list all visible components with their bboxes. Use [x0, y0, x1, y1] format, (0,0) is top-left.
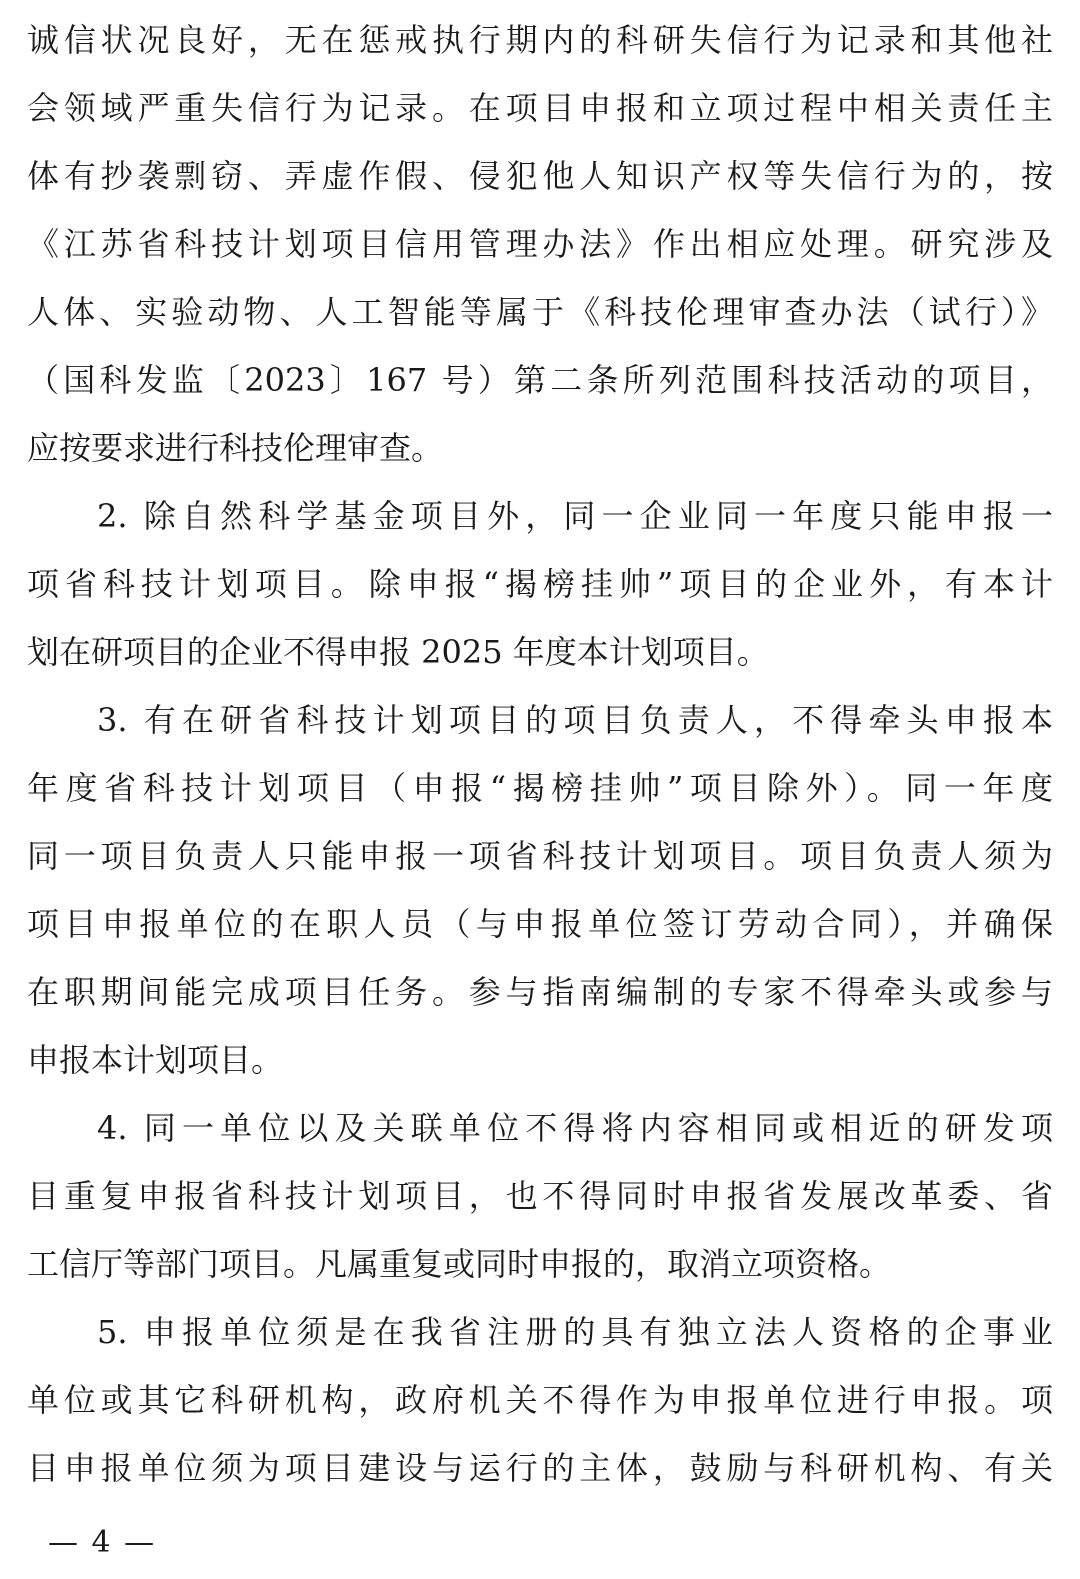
paragraph-5-start: 5. 申报单位须是在我省注册的具有独立法人资格的企事业 — [97, 1313, 1053, 1351]
text-line: 目申报单位须为项目建设与运行的主体，鼓励与科研机构、有关 — [27, 1449, 1053, 1487]
text-line: 同一项目负责人只能申报一项省科技计划项目。项目负责人须为 — [27, 837, 1053, 875]
document-body — [27, 6, 1053, 1502]
text-line: 《江苏省科技计划项目信用管理办法》作出相应处理。研究涉及 — [27, 225, 1053, 263]
text-line: 会领域严重失信行为记录。在项目申报和立项过程中相关责任主 — [27, 89, 1053, 127]
text-line: 目重复申报省科技计划项目，也不得同时申报省发展改革委、省 — [27, 1177, 1053, 1215]
page-number: — 4 — — [48, 1525, 157, 1560]
paragraph-4-start: 4. 同一单位以及关联单位不得将内容相同或相近的研发项 — [97, 1109, 1053, 1147]
text-line: 单位或其它科研机构，政府机关不得作为申报单位进行申报。项 — [27, 1381, 1053, 1419]
text-line: （国科发监〔2023〕167 号）第二条所列范围科技活动的项目， — [27, 361, 1053, 399]
paragraph-3-start: 3. 有在研省科技计划项目的项目负责人，不得牵头申报本 — [97, 701, 1053, 739]
text-line: 划在研项目的企业不得申报 2025 年度本计划项目。 — [27, 633, 769, 671]
text-line: 申报本计划项目。 — [27, 1041, 284, 1079]
paragraph-2-start: 2. 除自然科学基金项目外，同一企业同一年度只能申报一 — [97, 497, 1053, 535]
text-line: 项目申报单位的在职人员（与申报单位签订劳动合同），并确保 — [27, 905, 1053, 943]
text-line: 在职期间能完成项目任务。参与指南编制的专家不得牵头或参与 — [27, 973, 1053, 1011]
text-line: 人体、实验动物、人工智能等属于《科技伦理审查办法（试行）》 — [27, 293, 1053, 331]
text-line: 年度省科技计划项目（申报“揭榜挂帅”项目除外）。同一年度 — [27, 769, 1053, 807]
text-line: 体有抄袭剽窃、弄虚作假、侵犯他人知识产权等失信行为的，按 — [27, 157, 1053, 195]
text-line: 诚信状况良好，无在惩戒执行期内的科研失信行为记录和其他社 — [27, 21, 1053, 59]
text-line: 项省科技计划项目。除申报“揭榜挂帅”项目的企业外，有本计 — [27, 565, 1053, 603]
text-line: 应按要求进行科技伦理审查。 — [27, 429, 444, 467]
text-line: 工信厅等部门项目。凡属重复或同时申报的，取消立项资格。 — [27, 1245, 892, 1283]
